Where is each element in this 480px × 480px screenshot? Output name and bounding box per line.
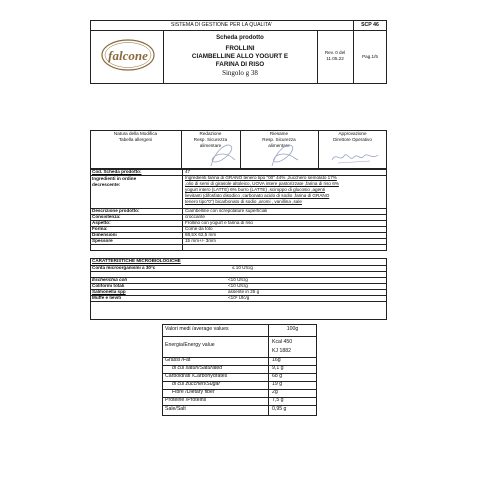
micro-row-label: Escherichia coli — [92, 277, 127, 282]
nutrition-row-label: di cui zuccheri/Sugar — [172, 381, 221, 387]
ingredients-label-1: Ingredienti in ordine — [92, 176, 137, 181]
approval-col-drafting-sub2: alimentare — [199, 143, 222, 148]
micro-row-value: <10 Ufc/g — [228, 277, 248, 282]
approval-col-approval-sub: Direttore Operativo — [333, 137, 372, 142]
spec-row-value: 15 mm+/- 3mm — [185, 238, 217, 243]
nutrition-row-label: Grassi /Fat — [165, 357, 191, 363]
ingredients-line: tenero tipo"0") bicarbonato di sodio ,aromi , vanillina ,sale — [185, 199, 302, 204]
product-name-line1: FROLLINI — [225, 45, 255, 52]
approval-col-change-title: Natura della Modifica — [113, 131, 158, 136]
approval-col-review-sub2: alimentare — [268, 143, 290, 148]
nutrition-row-label: Fibre /Dietary fiber — [172, 389, 215, 395]
spec-row-value: Ciambelline con screpolature superficiali — [185, 208, 268, 213]
nutrition-row-value: 9,1 g — [272, 365, 284, 371]
micro-row-value: <10 Ufc/g — [228, 283, 248, 288]
nutrition-row-value: 2g — [272, 389, 278, 395]
ingredients-line: ,olio di semi di girasole altoleico, UOVA intere pastorizzate ,farina di riso 6% — [185, 181, 339, 186]
micro-row-label: Conta microorganismi a 30°c — [92, 265, 156, 270]
doc-code: SCP 46 — [361, 22, 379, 28]
review-signature — [268, 140, 302, 170]
spec-row-label: Forma: — [92, 226, 108, 231]
ingredients-line: yogurt intero (LATTE) 6% burro (LATTE) ,sciroppo di glucosio ,agenti — [185, 187, 325, 192]
approval-col-drafting-sub1: Resp. Sicurezza — [193, 137, 228, 142]
spec-row-label: Spessore — [92, 238, 113, 243]
svg-text:falcone: falcone — [108, 48, 148, 63]
spec-row-value: Frollino con yogurt e farina di riso — [185, 220, 253, 225]
micro-title: CARATTERISTICHE MICROBIOLOGICHE — [92, 258, 181, 263]
spec-row-label: Dimensioni — [92, 232, 117, 237]
energy-kj: KJ 1882 — [272, 348, 292, 354]
spec-row-value: croccante — [185, 214, 205, 219]
energy-label: Energia/Energy value — [165, 342, 215, 348]
nutrition-header-label: Valori medi /average values — [165, 326, 229, 332]
approval-col-review-title: Riesame — [269, 131, 289, 136]
spec-code-label: Cod. Scheda prodotto: — [92, 169, 142, 174]
nutrition-row-label: Proteine /Proteins — [165, 397, 207, 403]
micro-row-value: ≤ 10 Ufc/g — [232, 265, 253, 270]
micro-row-label: Salmonella spp — [92, 289, 126, 294]
ingredients-line: lievitanti (difosfato disodico ,carbonato acido di sodio ,farina di GRANO — [185, 193, 330, 198]
nutrition-row-value: 7,5 g — [272, 397, 284, 403]
approval-col-approval-title: Approvazione — [338, 131, 367, 136]
nutrition-row-value: 19 g — [272, 381, 283, 387]
nutrition-row-label: Sale/Salt — [165, 406, 186, 412]
nutrition-row-value: 0,95 g — [272, 406, 287, 412]
micro-row-value: <10² Ufc/g — [228, 295, 250, 300]
revision-label: Rev. 0 del — [324, 50, 346, 55]
product-name-line2: CIAMBELLINE ALLO YOGURT E — [191, 53, 289, 60]
micro-row-label: Muffe e lieviti — [92, 295, 122, 300]
spec-row-label: Aspetto: — [92, 220, 111, 225]
approval-signature — [330, 148, 380, 166]
spec-row-value: Come da foto — [185, 226, 213, 231]
spec-row-label: Descrizione prodotto: — [92, 208, 140, 213]
nutrition-header-value: 100g — [286, 326, 299, 332]
nutrition-row-value: 68 g — [272, 373, 283, 379]
nutrition-row-value: 16g — [272, 357, 281, 363]
micro-row-value: assente in 25 g — [228, 289, 260, 294]
energy-kcal: Kcal 450 — [272, 339, 293, 345]
product-weight: Singolo g 38 — [222, 69, 258, 77]
spec-code-value: 47 — [185, 169, 191, 174]
approval-col-change-sub: Tabella allergeni — [118, 137, 153, 142]
nutrition-row-label: Carboidrati /Carbohydrates — [165, 373, 228, 379]
approval-col-drafting-title: Redazione — [199, 131, 222, 136]
ingredients-line: Ingredienti farina di GRANO tenero tipo "00" 44% ,zucchero semolato 17% — [185, 175, 337, 180]
falcone-logo — [100, 38, 156, 72]
ingredients-label-2: decrescente: — [92, 182, 121, 187]
sheet-label: Scheda prodotto — [216, 35, 264, 41]
revision-date: 11.05.22 — [326, 56, 344, 61]
nutrition-row-label: di cui saturi/Saturated — [172, 365, 223, 371]
approval-col-review-sub1: Resp. Sicurezza — [262, 137, 296, 142]
micro-row-label: Coliformi totali — [92, 283, 125, 288]
spec-row-label: Consistenza: — [92, 214, 121, 219]
quality-system-title: SISTEMA DI GESTIONE PER LA QUALITA' — [170, 22, 273, 28]
drafting-signature — [205, 140, 239, 170]
spec-row-value: 68,5X 62,5 mm — [185, 232, 217, 237]
product-name-line3: FARINA DI RISO — [215, 61, 265, 68]
page-number: Pag.1/5 — [362, 54, 378, 59]
